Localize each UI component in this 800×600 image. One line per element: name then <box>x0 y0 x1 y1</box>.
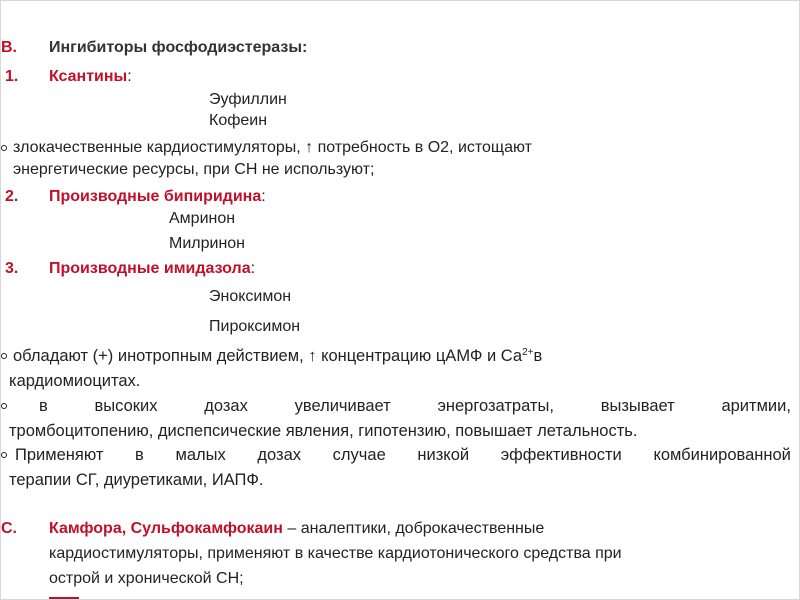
bullet-circle-icon <box>1 353 7 359</box>
effects-bullet1-line2: кардиомиоцитах. <box>9 372 141 390</box>
xanthines-colon: : <box>127 68 132 85</box>
effects-bullet1-line1 <box>13 344 542 368</box>
word: эффективности <box>500 446 622 464</box>
word: увеличивает <box>294 397 391 415</box>
xanthines-heading <box>49 67 132 87</box>
word: в <box>135 446 144 464</box>
effects-bullet3-line2: терапии СГ, диуретиками, ИАПФ. <box>9 471 264 489</box>
section-c-line2: кардиостимуляторы, применяют в качестве кардиотонического средства при <box>49 545 622 562</box>
xanthines-title: Ксантины <box>49 68 128 85</box>
effects-bullet2-line1 <box>39 394 791 418</box>
word: энергозатраты, <box>437 397 554 415</box>
word: Применяют <box>15 446 104 464</box>
calcium-charge-superscript: 2+ <box>522 347 534 358</box>
word: дозах <box>204 397 248 415</box>
section-c-line1-rest: – аналептики, доброкачественные <box>282 520 545 537</box>
word: вызывает <box>600 397 675 415</box>
section-c-title: Камфора, Сульфокамфокаин <box>49 520 283 537</box>
word: высоких <box>94 397 158 415</box>
word: низкой <box>417 446 470 464</box>
imidazole-marker: 3. <box>5 260 19 277</box>
effects-bullet1-tail: в <box>533 347 543 365</box>
section-c-line1 <box>49 519 544 539</box>
word: аритмии, <box>721 397 791 415</box>
bullet-circle-icon <box>1 145 7 151</box>
effects-bullet1-text: обладают (+) инотропным действием, ↑ концентрацию цАМФ и Са <box>13 347 523 365</box>
word: комбинированной <box>653 446 791 464</box>
drug-milrinone: Милринон <box>169 235 246 252</box>
drug-euphyllin: Эуфиллин <box>209 91 287 108</box>
bullet-circle-icon <box>1 452 7 458</box>
imidazole-title: Производные имидазола <box>49 260 251 277</box>
xanthines-note-line1: злокачественные кардиостимуляторы, ↑ потребность в О2, истощают <box>13 139 532 156</box>
imidazole-colon: : <box>250 260 256 277</box>
section-b-title: Ингибиторы фосфодиэстеразы: <box>49 39 308 56</box>
xanthines-marker: 1. <box>5 68 19 85</box>
word: дозах <box>257 446 302 464</box>
drug-piroximone: Пироксимон <box>209 318 301 335</box>
drug-caffeine: Кофеин <box>209 112 268 129</box>
xanthines-note-line2: энергетические ресурсы, при СН не используют; <box>13 161 375 178</box>
word: случае <box>332 446 386 464</box>
word: в <box>39 397 48 415</box>
bipyridine-title: Производные бипиридина <box>49 188 262 205</box>
effects-bullet3-line1 <box>15 443 791 467</box>
section-b-marker: B. <box>1 39 17 56</box>
effects-bullet2-line2: тромбоцитопению, диспепсические явления, гипотензию, повышает летальность. <box>9 422 638 440</box>
bipyridine-colon: : <box>261 188 266 205</box>
bullet-circle-icon <box>1 403 7 409</box>
drug-enoximone: Эноксимон <box>209 288 292 305</box>
section-c-line3: острой и хронической СН; <box>49 570 244 587</box>
word: малых <box>175 446 226 464</box>
drug-amrinone: Амринон <box>169 210 236 227</box>
imidazole-heading <box>49 259 255 279</box>
bipyridine-heading <box>49 187 266 207</box>
section-c-marker: C. <box>1 520 17 537</box>
bipyridine-marker: 2. <box>5 188 19 205</box>
